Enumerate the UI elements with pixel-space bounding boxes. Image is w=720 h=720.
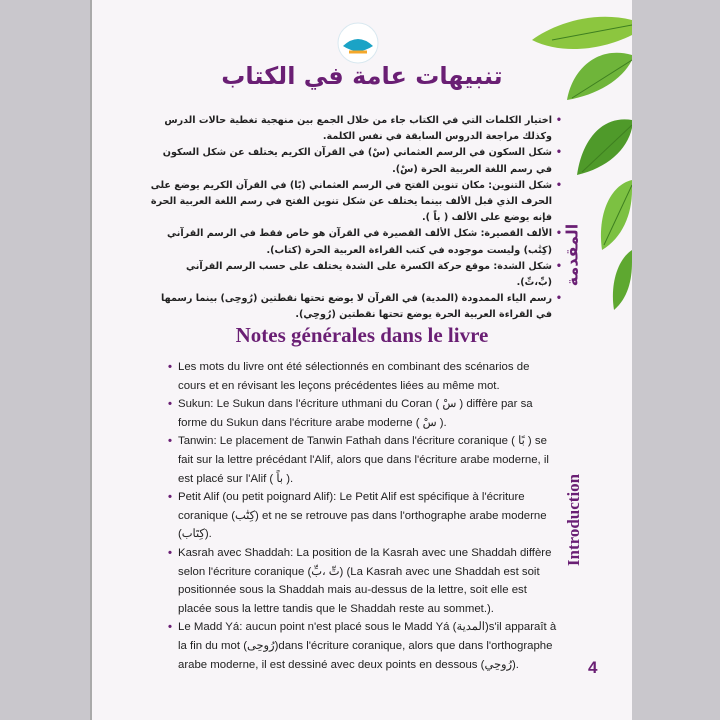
french-note-item: • Les mots du livre ont été sélectionnés en combinant des scénarios de cours et en révisant les leçons précédentes liées au même mot. <box>168 358 560 395</box>
svg-text:Introduction: Introduction <box>563 473 583 567</box>
arabic-note-item: • شكل السكون في الرسم العثماني (سْ) في القرآن الكريم يختلف عن شكل السكون في رسم اللغة العربية الحرة (سْ). <box>150 145 562 177</box>
arabic-note-item: • الألف القصيرة: شكل الألف القصيرة في القرآن هو خاص فقط في الرسم القرآني (كِتَٰب) وليست موجوده في كتب القراءة العربية الحرة (كتاب). <box>150 226 562 258</box>
french-note-item: • Tanwin: Le placement de Tanwin Fathah dans l'écriture coranique ( بًا ) se fait sur la lettre précédant l'Alif, alors que dans l'écriture arabe moderne, il est placé sur l'Alif ( باً ). <box>168 432 560 488</box>
arabic-note-item: • شكل الشدة: موقع حركة الكسرة على الشدة يختلف على حسب الرسم القرآني (بِّ،تِّ). <box>150 259 562 291</box>
french-note-item: • Sukun: Le Sukun dans l'écriture uthmani du Coran ( سْ ) diffère par sa forme du Sukun dans l'écriture arabe moderne ( سْ ). <box>168 395 560 432</box>
french-title: Notes générales dans le livre <box>235 323 489 347</box>
arabic-notes-list <box>150 113 562 324</box>
svg-text:المقدمة: المقدمة <box>562 223 582 287</box>
arabic-note-item: • رسم الياء الممدودة (المدية) في القرآن لا يوضع تحتها نقطتين (رُوحِى) بينما رسمها في القراءة العربية الحرة يوضع تحتها نقطتين (رُوحِي). <box>150 291 562 323</box>
french-notes-list <box>168 358 560 674</box>
arabic-note-item: • اختيار الكلمات التي في الكتاب جاء من خلال الجمع بين منهجية تغطية حالات الدرس وكذلك مراجعة الدروس السابقة في نفس الكلمة. <box>150 113 562 145</box>
french-note-item: • Kasrah avec Shaddah: La position de la Kasrah avec une Shaddah diffère selon l'écriture coranique (تِّ ،بِّ) (La Kasrah avec une Shaddah est soit positionnée sous la Shaddah mais au-dessus de la lettre, soit elle est placée sous la lettre tandis que le Shaddah reste au sommet.). <box>168 544 560 618</box>
arabic-note-item: • شكل التنوين: مكان تنوين الفتح في الرسم العثماني (بًا) في القرآن الكريم يوضع على الحرف الذي قبل الألف بينما يختلف عن شكل تنوين الفتح في رسم اللغة العربية الحرة فإنه يوضع على الألف ( باً ). <box>150 178 562 227</box>
logo <box>337 22 379 64</box>
french-side-label <box>562 450 588 590</box>
french-note-item: • Petit Alif (ou petit poignard Alif): Le Petit Alif est spécifique à l'écriture coranique (كِتَٰب) et ne se retrouve pas dans l'orthographe arabe moderne (كِتَاب). <box>168 488 560 544</box>
arabic-title: تنبيهات عامة في الكتاب <box>221 62 503 90</box>
page-number: 4 <box>588 658 598 677</box>
french-note-item: • Le Madd Yá: aucun point n'est placé sous le Madd Yá (المدية)s'il apparaît à la fin du mot (رُوحِى)dans l'écriture coranique, alors que dans l'orthographe arabe moderne, il est dessiné avec deux points en dessous (رُوحِي). <box>168 618 560 674</box>
book-page <box>92 0 632 720</box>
arabic-side-label <box>558 210 588 300</box>
